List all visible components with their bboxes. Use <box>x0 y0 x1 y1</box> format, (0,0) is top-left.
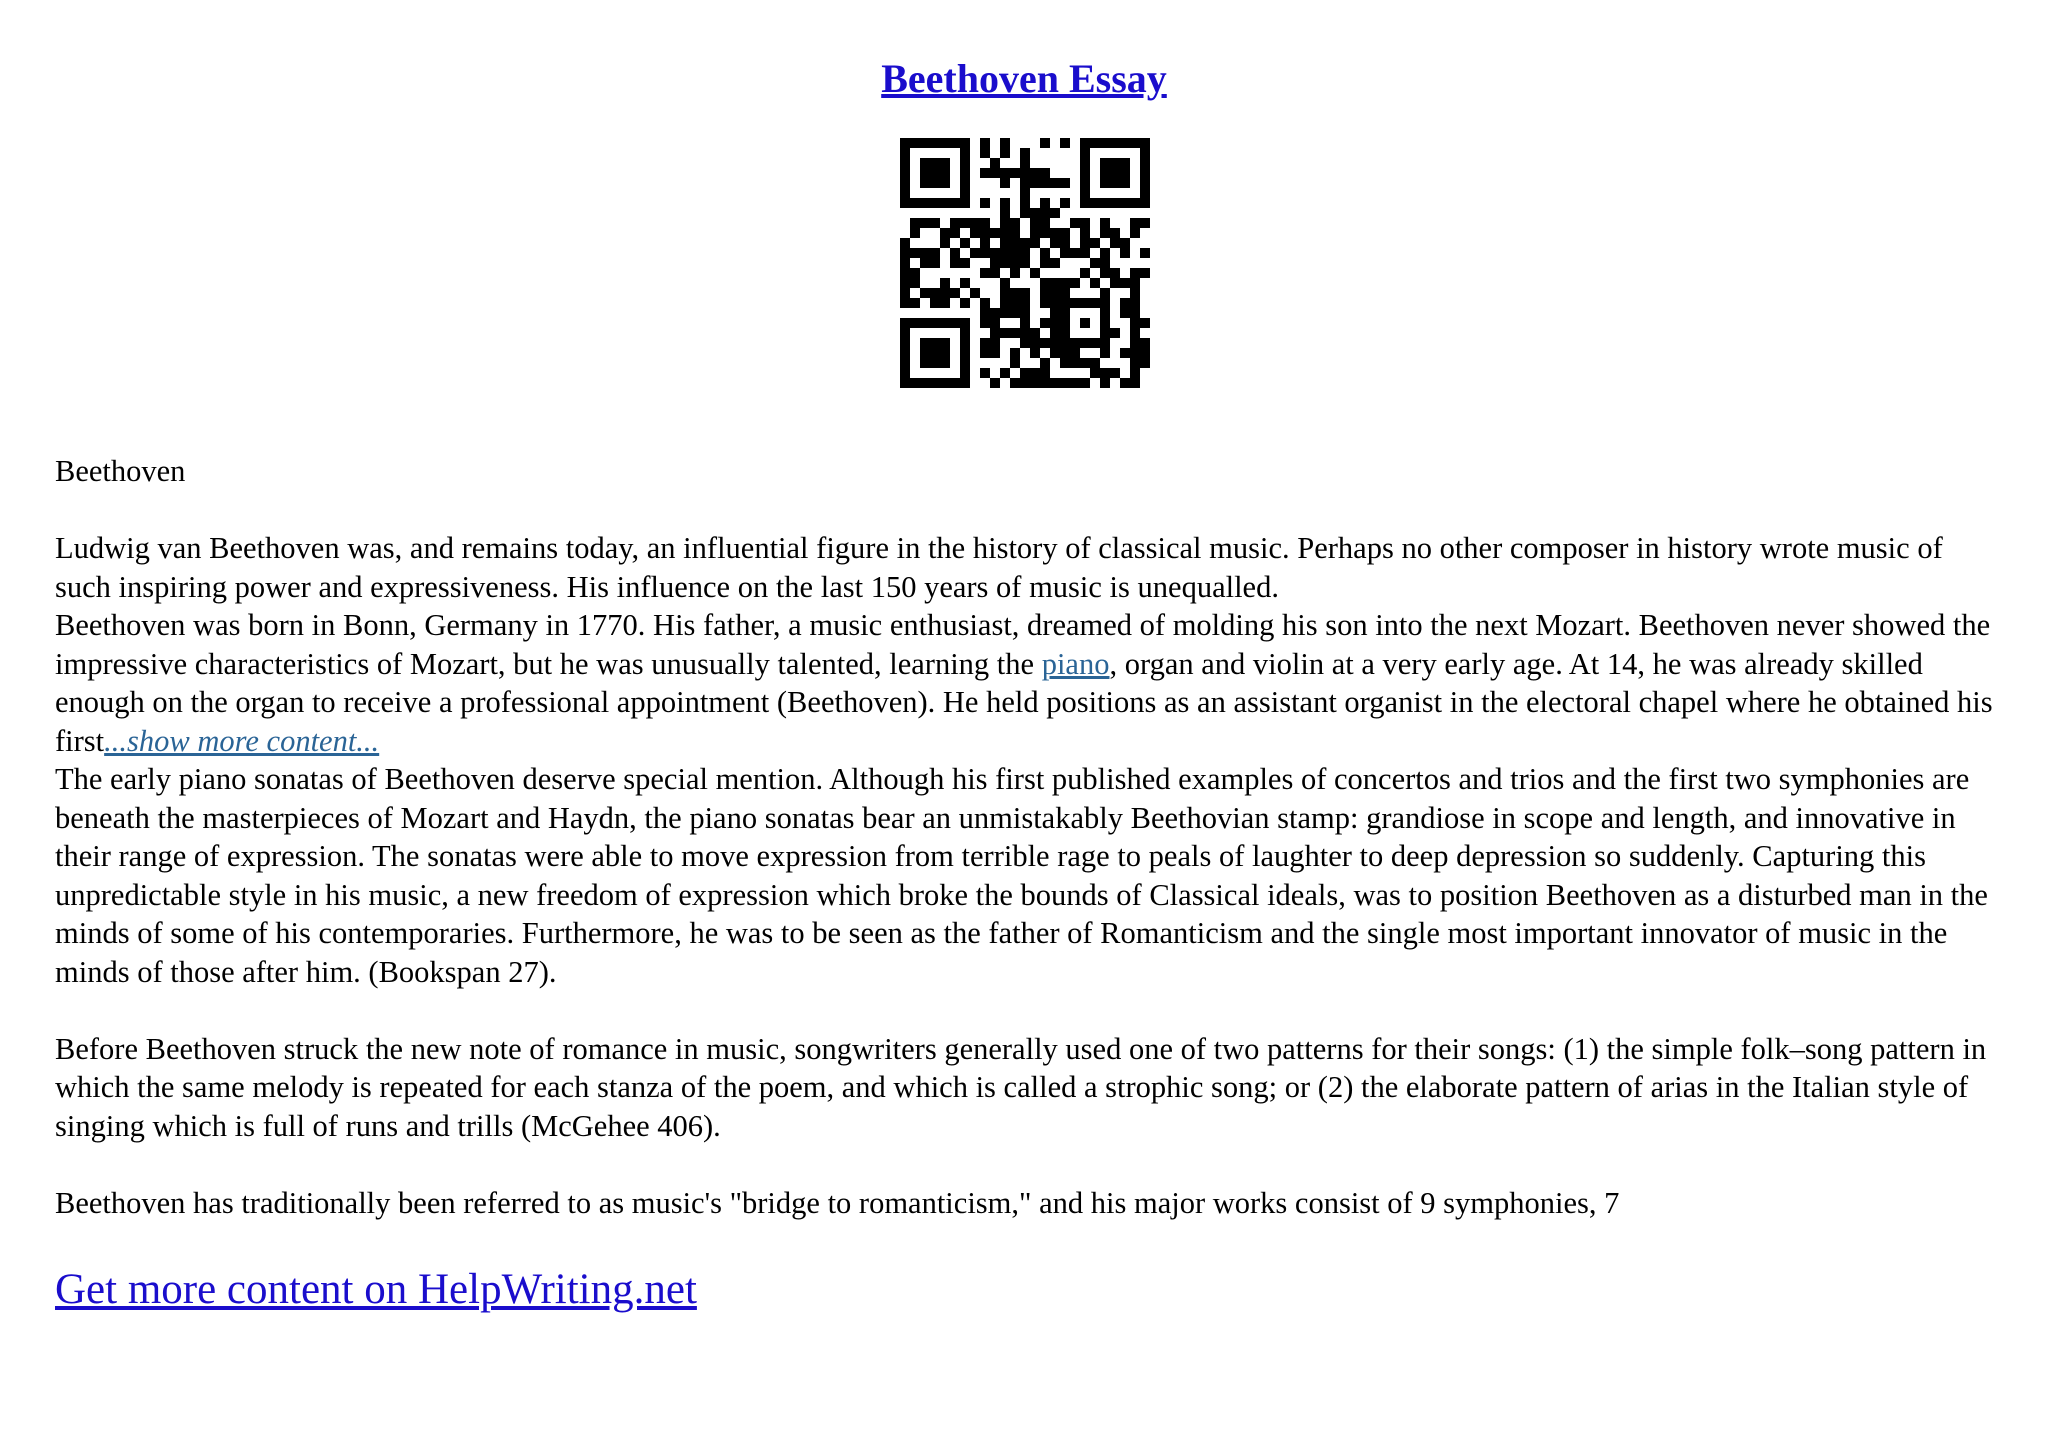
paragraph-birth <box>55 606 2005 760</box>
paragraph-birth-text-a: Beethoven was born in Bonn, Germany in 1770. His father, a music enthusiast, dreamed of molding his son into the next Mozart. Beethoven never showed the impressive characteristics of Mozart, but he was unusually talented, learning the <box>55 608 1991 681</box>
essay-heading: Beethoven <box>55 454 186 488</box>
helpwriting-link[interactable]: Get more content on HelpWriting.net <box>55 1266 697 1313</box>
paragraph-spacer <box>55 991 2005 1030</box>
essay-body <box>55 452 2005 1222</box>
paragraph-spacer <box>55 1145 2005 1184</box>
piano-link[interactable]: piano <box>1041 646 1110 681</box>
show-more-link[interactable]: ...show more content... <box>104 723 380 758</box>
paragraph-intro: Ludwig van Beethoven was, and remains today, an influential figure in the history of classical music. Perhaps no other composer in history wrote music of such inspiring power and expressiveness. His influence on the last 150 years of music is unequalled. <box>55 531 1943 604</box>
paragraph-spacer <box>55 491 2005 530</box>
paragraph-bridge: Beethoven has traditionally been referred to as music's "bridge to romanticism," and his major works consist of 9 symphonies, 7 <box>55 1185 1620 1220</box>
paragraph-romance: Before Beethoven struck the new note of romance in music, songwriters generally used one of two patterns for their songs: (1) the simple folk–song pattern in which the same melody is repeated for each stanza of the poem, and which is called a strophic song; or (2) the elaborate pattern of arias in the Italian style of singing which is full of runs and trills (McGehee 406). <box>55 1031 1987 1143</box>
page-title <box>0 50 2048 108</box>
paragraph-birth-text-b: , organ and violin at a very early age. At 14, he was already skilled enough on the organ to receive a professional appointment (Beethoven). He held positions as an assistant organist in the electoral chapel where he obtained his first <box>55 646 1993 758</box>
title-link[interactable]: Beethoven Essay <box>881 56 1167 101</box>
qr-code-icon <box>900 138 1150 388</box>
paragraph-sonatas: The early piano sonatas of Beethoven deserve special mention. Although his first published examples of concertos and trios and the first two symphonies are beneath the masterpieces of Mozart and Haydn, the piano sonatas bear an unmistakably Beethovian stamp: grandiose in scope and length, and innovative in their range of expression. The sonatas were able to move expression from terrible rage to peals of laughter to deep depression so suddenly. Capturing this unpredictable style in his music, a new freedom of expression which broke the bounds of Classical ideals, was to position Beethoven as a disturbed man in the minds of some of his contemporaries. Furthermore, he was to be seen as the father of Romanticism and the single most important innovator of music in the minds of those after him. (Bookspan 27). <box>55 762 1988 989</box>
